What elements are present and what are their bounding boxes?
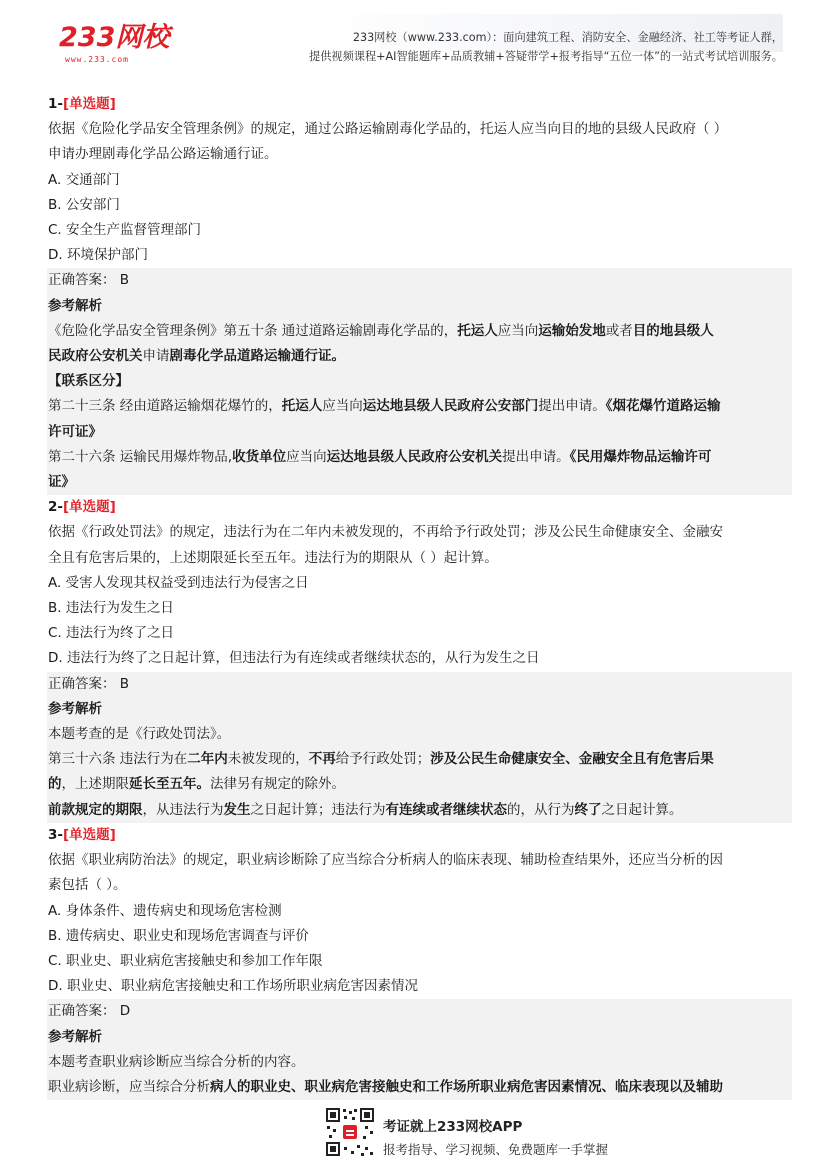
text-run: A. 身体条件、遗传病史和现场危害检测 [48, 902, 282, 919]
text-run: 第三十六条 违法行为在 [48, 751, 188, 768]
question-number: 3- [48, 826, 63, 843]
text-line [47, 420, 792, 445]
text-run: 证》 [48, 474, 75, 491]
text-run: 许可证》 [48, 423, 102, 440]
text-line [47, 621, 792, 646]
text-run: 本题考查职业病诊断应当综合分析的内容。 [48, 1053, 305, 1070]
text-line [47, 168, 792, 193]
text-run: 依据《行政处罚法》的规定，违法行为在二年内未被发现的，不再给予行政处罚；涉及公民生命健康安全、金融安 [48, 524, 723, 541]
text-run: 参考解析 [48, 297, 102, 314]
text-line [47, 747, 792, 772]
page-header [47, 14, 783, 80]
text-run: 应当向 [322, 398, 363, 415]
text-run: 第二十六条 运输民用爆炸物品, [48, 448, 233, 465]
text-run: 的 [48, 776, 62, 793]
text-run: 正确答案： B [48, 272, 130, 289]
text-run: 素包括（ ）。 [48, 877, 127, 894]
text-line [47, 1025, 792, 1050]
text-run: 二年内 [187, 751, 228, 768]
text-line [47, 974, 792, 999]
text-run: 运达地县级人民政府公安部门 [362, 398, 539, 415]
text-run: A. 交通部门 [48, 171, 120, 188]
text-line [47, 1050, 792, 1075]
text-run: 剧毒化学品道路运输通行证。 [169, 348, 345, 365]
text-run: 托运人 [457, 322, 498, 339]
text-line [47, 470, 792, 495]
text-line [47, 999, 792, 1024]
text-run: 依据《危险化学品安全管理条例》的规定，通过公路运输剧毒化学品的，托运人应当向目的地的县级人民政府（ ） [48, 121, 728, 138]
text-line [47, 772, 792, 797]
text-line [47, 369, 792, 394]
text-run: ，上述期限 [61, 776, 129, 793]
header-tagline [309, 28, 783, 66]
text-run: 《烟花爆竹道路运输 [605, 398, 721, 415]
question-content [47, 92, 792, 1100]
text-run: 民政府公安机关 [48, 348, 143, 365]
app-promo-footer[interactable] [325, 1107, 645, 1162]
text-line [47, 697, 792, 722]
text-run: ，从违法行为 [142, 801, 224, 818]
text-run: 运输始发地 [538, 322, 606, 339]
text-run: B. 遗传病史、职业史和现场危害调查与评价 [48, 927, 309, 944]
text-run: D. 职业史、职业病危害接触史和工作场所职业病危害因素情况 [48, 978, 418, 995]
logo-text: 233网校 [59, 22, 170, 53]
text-run: 应当向 [286, 448, 327, 465]
text-run: 终了 [574, 801, 602, 818]
question-number: 2- [48, 499, 63, 516]
footer-subtitle: 报考指导、学习视频、免费题库一手掌握 [383, 1142, 609, 1157]
text-line [47, 344, 792, 369]
text-line [47, 722, 792, 747]
text-run: 申请 [142, 348, 170, 365]
text-run: B. 违法行为发生之日 [48, 600, 174, 617]
footer-title: 考证就上233网校APP [383, 1119, 523, 1135]
text-run: 收货单位 [232, 448, 287, 465]
qr-code-icon [325, 1107, 375, 1157]
text-line [47, 268, 792, 293]
text-line [47, 873, 792, 898]
text-run: 发生 [223, 801, 251, 818]
question-type-label: [单选题] [63, 96, 116, 112]
question-type-label: [单选题] [63, 826, 116, 843]
text-line [47, 495, 792, 520]
text-line [47, 394, 792, 419]
text-line [47, 949, 792, 974]
logo-url: www.233.com [65, 55, 129, 64]
text-run: D. 环境保护部门 [48, 247, 148, 264]
text-run: 法律另有规定的除外。 [210, 776, 345, 793]
tagline-line-1: 233网校（www.233.com）：面向建筑工程、消防安全、金融经济、社工等考证人群， [352, 31, 783, 44]
text-line [47, 142, 792, 167]
text-line [47, 319, 792, 344]
text-line [47, 294, 792, 319]
text-run: 之日起计算；违法行为 [250, 801, 386, 818]
text-run: B. 公安部门 [48, 196, 120, 213]
text-run: 《民用爆炸物品运输许可 [569, 448, 712, 465]
text-run: C. 职业史、职业病危害接触史和参加工作年限 [48, 952, 323, 969]
text-run: 参考解析 [48, 700, 102, 717]
text-line [47, 193, 792, 218]
text-line [47, 1075, 792, 1100]
text-run: 未被发现的， [227, 751, 309, 768]
text-run: 前款规定的期限 [48, 801, 143, 818]
text-run: 正确答案： B [48, 675, 130, 692]
text-line [47, 520, 792, 545]
text-run: 职业病诊断，应当综合分析 [48, 1078, 210, 1095]
text-line [47, 596, 792, 621]
text-run: C. 违法行为终了之日 [48, 625, 175, 642]
text-run: 的，从行为 [507, 801, 575, 818]
question-type-label: [单选题] [63, 499, 116, 516]
text-run: 目的地县级人 [632, 322, 714, 339]
text-run: 参考解析 [48, 1028, 102, 1045]
text-run: 全且有危害后果的，上述期限延长至五年。违法行为的期限从（ ）起计算。 [48, 549, 498, 566]
text-run: 有连续或者继续状态 [385, 801, 507, 818]
text-line [47, 243, 792, 268]
text-line [47, 823, 792, 848]
text-run: 提出申请。 [538, 398, 606, 415]
text-run: 延长至五年。 [129, 776, 210, 793]
text-run: 托运人 [281, 398, 323, 415]
text-run: 不再 [308, 751, 336, 768]
text-run: 本题考查的是《行政处罚法》。 [48, 726, 231, 743]
text-run: 或者 [605, 322, 633, 339]
text-run: D. 违法行为终了之日起计算，但违法行为有连续或者继续状态的，从行为发生之日 [48, 650, 540, 667]
text-run: 涉及公民生命健康安全、金融安全且有危害后果 [430, 751, 714, 768]
text-line [47, 798, 792, 823]
brand-logo[interactable] [59, 22, 194, 72]
text-run: 依据《职业病防治法》的规定，职业病诊断除了应当综合分析病人的临床表现、辅助检查结果外，还应当分析的因 [48, 852, 723, 869]
text-line [47, 571, 792, 596]
text-run: 第二十三条 经由道路运输烟花爆竹的， [48, 398, 282, 415]
text-line [47, 646, 792, 671]
text-run: 运达地县级人民政府公安机关 [326, 448, 503, 465]
text-line [47, 899, 792, 924]
text-line [47, 672, 792, 697]
text-line [47, 218, 792, 243]
text-line [47, 924, 792, 949]
tagline-line-2: 提供视频课程+AI智能题库+品质教辅+答疑带学+报考指导“五位一体”的一站式考试培训服务。 [309, 50, 783, 63]
text-line [47, 848, 792, 873]
text-run: 《危险化学品安全管理条例》第五十条 通过道路运输剧毒化学品的， [48, 322, 458, 339]
text-line [47, 92, 792, 117]
question-number: 1- [48, 96, 63, 112]
text-line [47, 445, 792, 470]
text-run: C. 安全生产监督管理部门 [48, 222, 202, 239]
text-run: 应当向 [497, 322, 539, 339]
text-line [47, 117, 792, 142]
text-run: 病人的职业史、职业病危害接触史和工作场所职业病危害因素情况、临床表现以及辅助 [210, 1078, 723, 1095]
text-run: 正确答案： D [48, 1003, 131, 1020]
text-run: 【联系区分】 [48, 373, 129, 390]
text-run: 给予行政处罚； [335, 751, 431, 768]
text-run: 申请办理剧毒化学品公路运输通行证。 [48, 146, 278, 163]
text-run: 之日起计算。 [601, 801, 683, 818]
text-run: A. 受害人发现其权益受到违法行为侵害之日 [48, 574, 309, 591]
text-run: 提出申请。 [502, 448, 570, 465]
text-line [47, 546, 792, 571]
